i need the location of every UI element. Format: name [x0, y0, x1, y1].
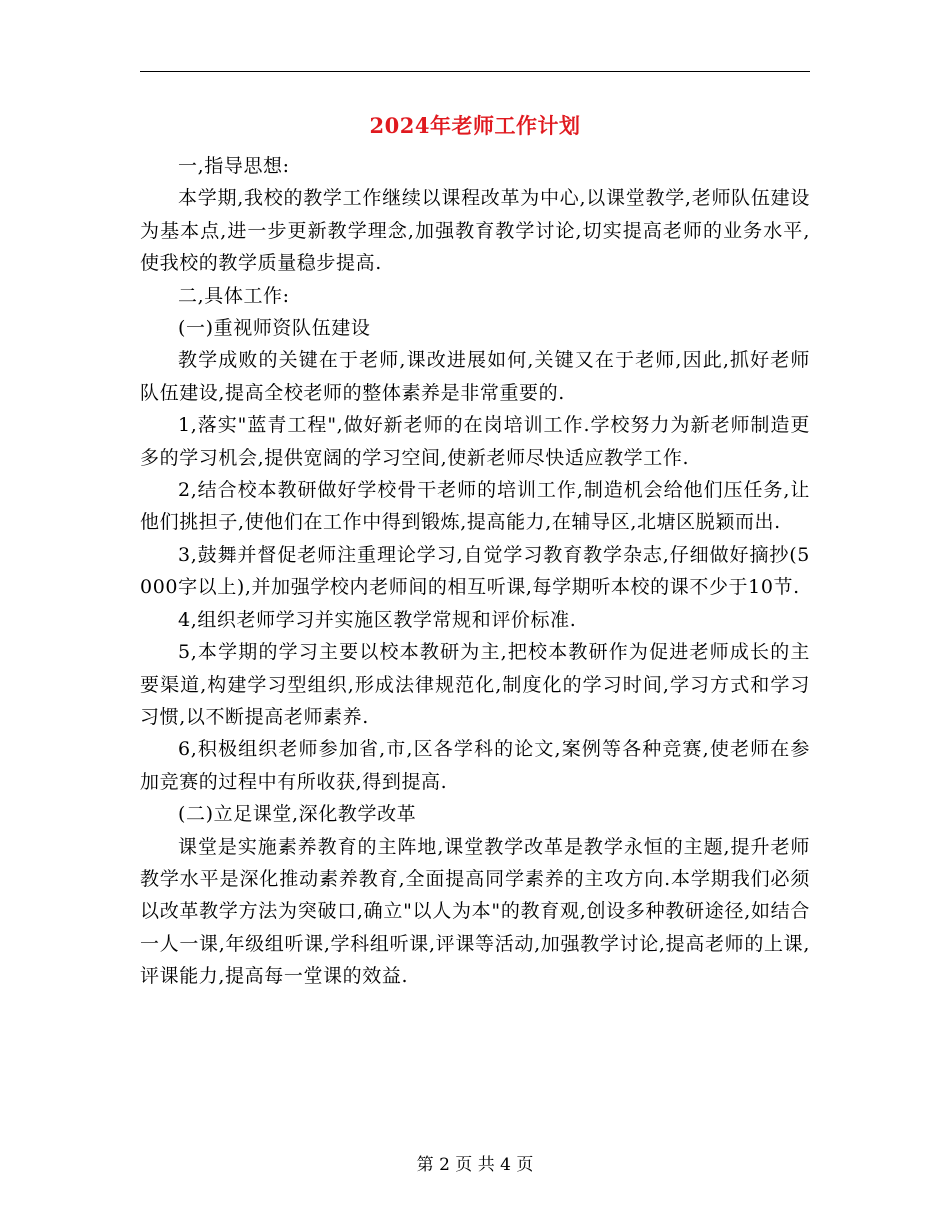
paragraph: 课堂是实施素养教育的主阵地,课堂教学改革是教学永恒的主题,提升老师教学水平是深化推动素养教育,全面提高同学素养的主攻方向.本学期我们必须以改革教学方法为突破口,确立"以人为本"的教育观,创设多种教研途径,如结合一人一课,年级组听课,学科组听课,评课等活动,加强教学讨论,提高老师的上课,评课能力,提高每一堂课的效益.: [140, 835, 810, 988]
page-number: 第 2 页 共 4 页: [416, 1155, 534, 1175]
paragraph: 6,积极组织老师参加省,市,区各学科的论文,案例等各种竞赛,使老师在参加竞赛的过程中有所收获,得到提高.: [140, 738, 810, 793]
paragraph: 4,组织老师学习并实施区教学常规和评价标准.: [178, 608, 577, 631]
paragraph: 5,本学期的学习主要以校本教研为主,把校本教研作为促进老师成长的主要渠道,构建学习型组织,形成法律规范化,制度化的学习时间,学习方式和学习习惯,以不断提高老师素养.: [140, 641, 810, 728]
page-footer: [140, 1154, 810, 1176]
document-body: [140, 150, 810, 993]
paragraph: (二)立足课堂,深化教学改革: [178, 803, 417, 826]
document-title: 2024年老师工作计划: [369, 113, 581, 138]
paragraph: 2,结合校本教研做好学校骨干老师的培训工作,制造机会给他们压任务,让他们挑担子,使他们在工作中得到锻炼,提高能力,在辅导区,北塘区脱颖而出.: [140, 479, 810, 534]
paragraph: 3,鼓舞并督促老师注重理论学习,自觉学习教育教学杂志,仔细做好摘抄(5000字以上),并加强学校内老师间的相互听课,每学期听本校的课不少于10节.: [140, 543, 810, 599]
paragraph: 教学成败的关键在于老师,课改进展如何,关键又在于老师,因此,抓好老师队伍建设,提高全校老师的整体素养是非常重要的.: [140, 349, 810, 404]
paragraph: 1,落实"蓝青工程",做好新老师的在岗培训工作.学校努力为新老师制造更多的学习机会,提供宽阔的学习空间,使新老师尽快适应教学工作.: [140, 414, 810, 469]
paragraph: 本学期,我校的教学工作继续以课程改革为中心,以课堂教学,老师队伍建设为基本点,进一步更新教学理念,加强教育教学讨论,切实提高老师的业务水平,使我校的教学质量稳步提高.: [140, 187, 810, 275]
paragraph: 一,指导思想:: [178, 155, 290, 177]
paragraph: 二,具体工作:: [178, 284, 290, 307]
header-rule: [140, 71, 810, 72]
paragraph: (一)重视师资队伍建设: [178, 317, 371, 340]
